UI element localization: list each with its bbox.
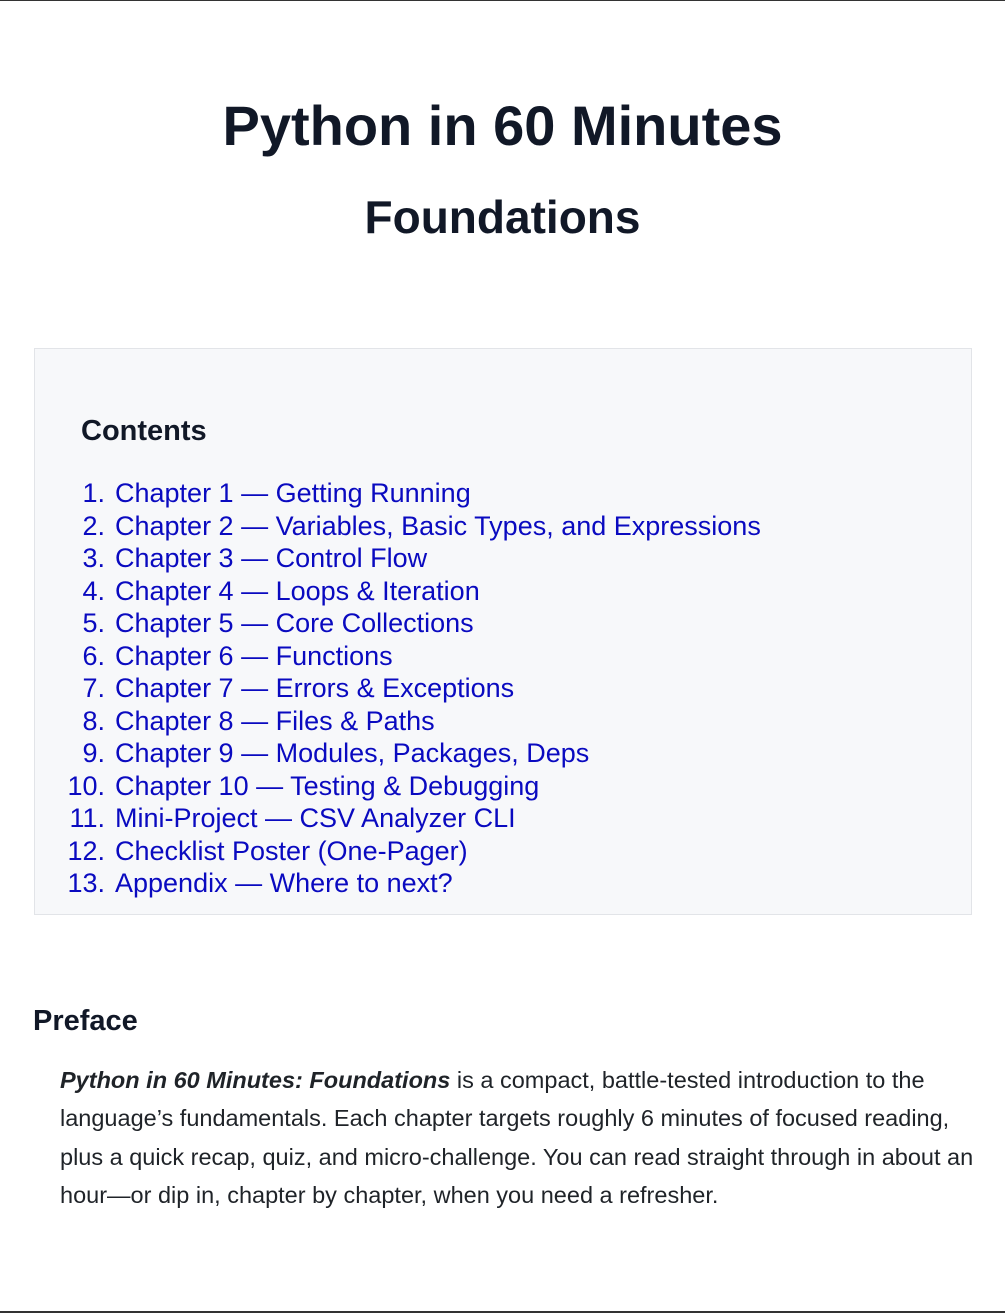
toc-link-chapter-8[interactable]: Chapter 8 — Files & Paths — [115, 705, 435, 736]
toc-item-4 — [35, 575, 761, 608]
toc-link-chapter-6[interactable]: Chapter 6 — Functions — [115, 640, 393, 671]
toc-item-number: 3. — [82, 543, 105, 573]
toc-item-number: 12. — [67, 835, 105, 866]
toc-item-number: 11. — [69, 803, 105, 833]
preface-book-title: Python in 60 Minutes: Foundations — [60, 1067, 451, 1093]
toc-item-6 — [35, 640, 761, 673]
toc-item-5 — [35, 607, 761, 640]
toc-item-number: 6. — [82, 640, 105, 671]
toc-item-2 — [35, 510, 761, 543]
toc-item-number: 1. — [82, 478, 105, 508]
toc-link-chapter-10[interactable]: Chapter 10 — Testing & Debugging — [115, 770, 540, 801]
toc-link-appendix[interactable]: Appendix — Where to next? — [115, 868, 453, 898]
toc-item-number: 7. — [82, 673, 105, 703]
book-subtitle: Foundations — [364, 191, 641, 243]
toc-item-number: 13. — [67, 868, 105, 898]
toc-heading: Contents — [81, 415, 207, 447]
toc-item-12 — [35, 835, 761, 868]
toc-list — [35, 477, 761, 900]
toc-link-checklist-poster[interactable]: Checklist Poster (One-Pager) — [115, 835, 468, 866]
toc-link-chapter-4[interactable]: Chapter 4 — Loops & Iteration — [115, 575, 480, 606]
toc-item-number: 4. — [82, 575, 105, 606]
table-of-contents — [34, 348, 972, 915]
toc-link-chapter-2[interactable]: Chapter 2 — Variables, Basic Types, and Expressions — [115, 510, 761, 541]
toc-item-1 — [35, 477, 761, 510]
toc-link-mini-project[interactable]: Mini-Project — CSV Analyzer CLI — [115, 803, 516, 833]
toc-item-13 — [35, 867, 761, 900]
toc-link-chapter-7[interactable]: Chapter 7 — Errors & Exceptions — [115, 673, 515, 703]
toc-item-number: 8. — [82, 705, 105, 736]
toc-link-chapter-5[interactable]: Chapter 5 — Core Collections — [115, 608, 474, 638]
preface-body-text: is a compact, battle-tested introduction to the language’s fundamentals. Each chapter targets roughly 6 minutes of focused reading, plus a quick recap, quiz, and micro-challenge. You can read straight through in about an hour—or dip in, chapter by chapter, when you need a refresher. — [60, 1067, 974, 1208]
preface-paragraph — [60, 1061, 985, 1214]
toc-link-chapter-3[interactable]: Chapter 3 — Control Flow — [115, 543, 428, 573]
toc-item-8 — [35, 705, 761, 738]
toc-item-number: 5. — [82, 608, 105, 638]
toc-item-7 — [35, 672, 761, 705]
toc-item-number: 10. — [67, 770, 105, 801]
preface-heading: Preface — [33, 1005, 138, 1037]
toc-item-number: 9. — [82, 738, 105, 768]
toc-item-3 — [35, 542, 761, 575]
toc-item-number: 2. — [82, 510, 105, 541]
toc-link-chapter-1[interactable]: Chapter 1 — Getting Running — [115, 478, 471, 508]
book-title: Python in 60 Minutes — [222, 94, 783, 157]
toc-item-9 — [35, 737, 761, 770]
toc-item-11 — [35, 802, 761, 835]
toc-link-chapter-9[interactable]: Chapter 9 — Modules, Packages, Deps — [115, 738, 590, 768]
toc-item-10 — [35, 770, 761, 803]
